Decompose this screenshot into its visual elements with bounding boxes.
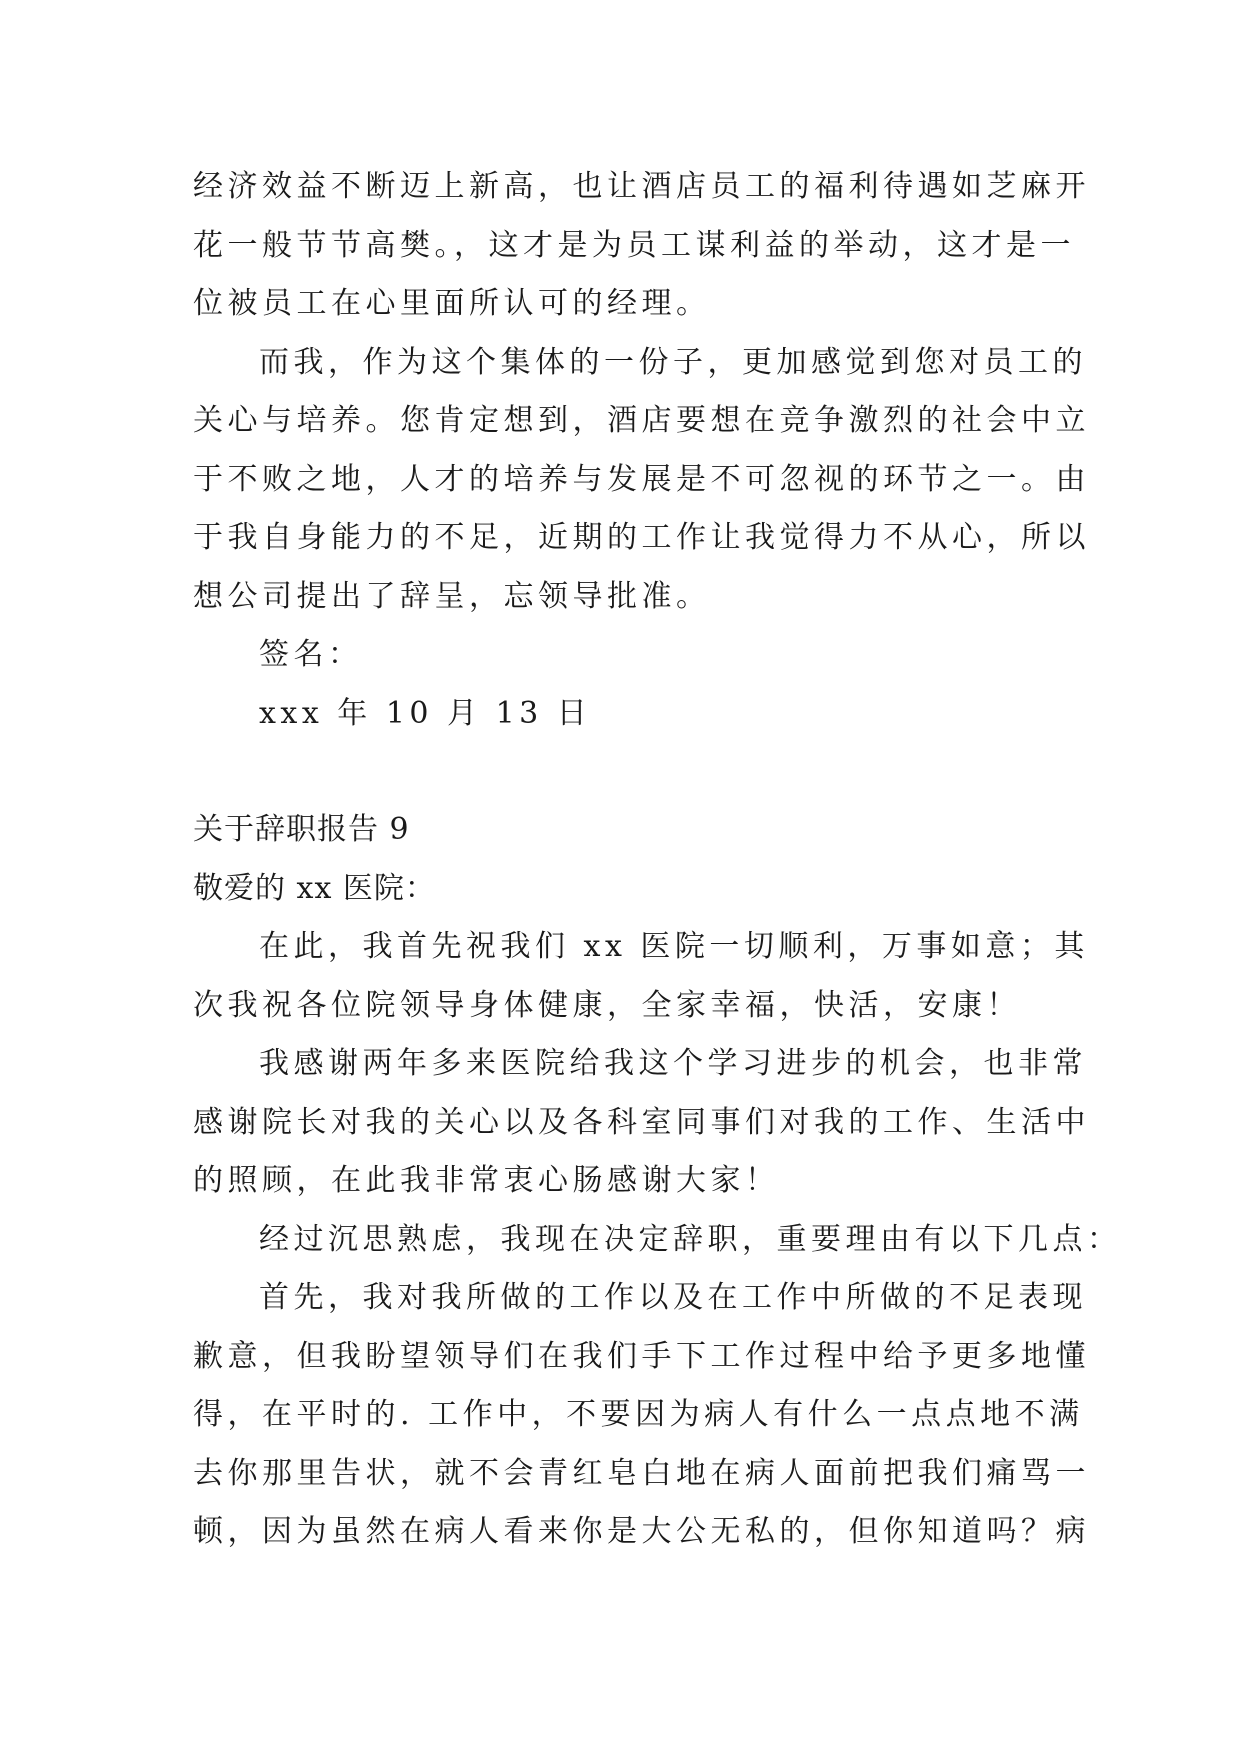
text-line: 于我自身能力的不足，近期的工作让我觉得力不从心，所以 — [193, 520, 1090, 555]
text-line: 感谢院长对我的关心以及各科室同事们对我的工作、生活中 — [193, 1104, 1090, 1140]
letter-continuation — [193, 158, 1090, 743]
text-line: 首先，我对我所做的工作以及在工作中所做的不足表现 — [259, 1280, 1087, 1315]
salutation: 敬爱的 xx 医院： — [193, 870, 436, 906]
text-line: 关心与培养。您肯定想到，酒店要想在竞争激烈的社会中立 — [193, 403, 1090, 438]
text-line: 的照顾，在此我非常衷心肠感谢大家！ — [193, 1163, 780, 1198]
text-line: 在此，我首先祝我们 xx 医院一切顺利，万事如意；其 — [259, 929, 1089, 964]
text-line: 想公司提出了辞呈，忘领导批准。 — [193, 578, 711, 614]
text-line: 我感谢两年多来医院给我这个学习进步的机会，也非常 — [259, 1046, 1087, 1081]
text-line: 花一般节节高樊。，这才是为员工谋利益的举动，这才是一 — [193, 227, 1075, 263]
text-line: 次我祝各位院领导身体健康，全家幸福，快活，安康！ — [193, 987, 1021, 1023]
text-line: 顿，因为虽然在病人看来你是大公无私的，但你知道吗？病 — [193, 1514, 1090, 1549]
text-line: 签名： — [259, 637, 363, 672]
text-line: 而我，作为这个集体的一份子，更加感觉到您对员工的 — [259, 344, 1087, 380]
text-line: 得，在平时的. 工作中，不要因为病人有什么一点点地不满 — [193, 1397, 1084, 1432]
text-line: 经济效益不断迈上新高，也让酒店员工的福利待遇如芝麻开 — [193, 169, 1090, 204]
text-line: xxx 年 10 月 13 日 — [259, 695, 592, 731]
text-line: 经过沉思熟虑，我现在决定辞职，重要理由有以下几点： — [259, 1221, 1122, 1257]
text-line: 于不败之地，人才的培养与发展是不可忽视的环节之一。由 — [193, 461, 1090, 497]
text-line: 去你那里告状，就不会青红皂白地在病人面前把我们痛骂一 — [193, 1455, 1090, 1491]
section-title: 关于辞职报告 9 — [193, 812, 410, 847]
section-gap — [193, 743, 1053, 801]
letter-body — [193, 918, 1122, 1562]
document-body — [193, 158, 1122, 1562]
text-line: 歉意，但我盼望领导们在我们手下工作过程中给予更多地懂 — [193, 1338, 1090, 1374]
text-line: 位被员工在心里面所认可的经理。 — [193, 286, 711, 321]
